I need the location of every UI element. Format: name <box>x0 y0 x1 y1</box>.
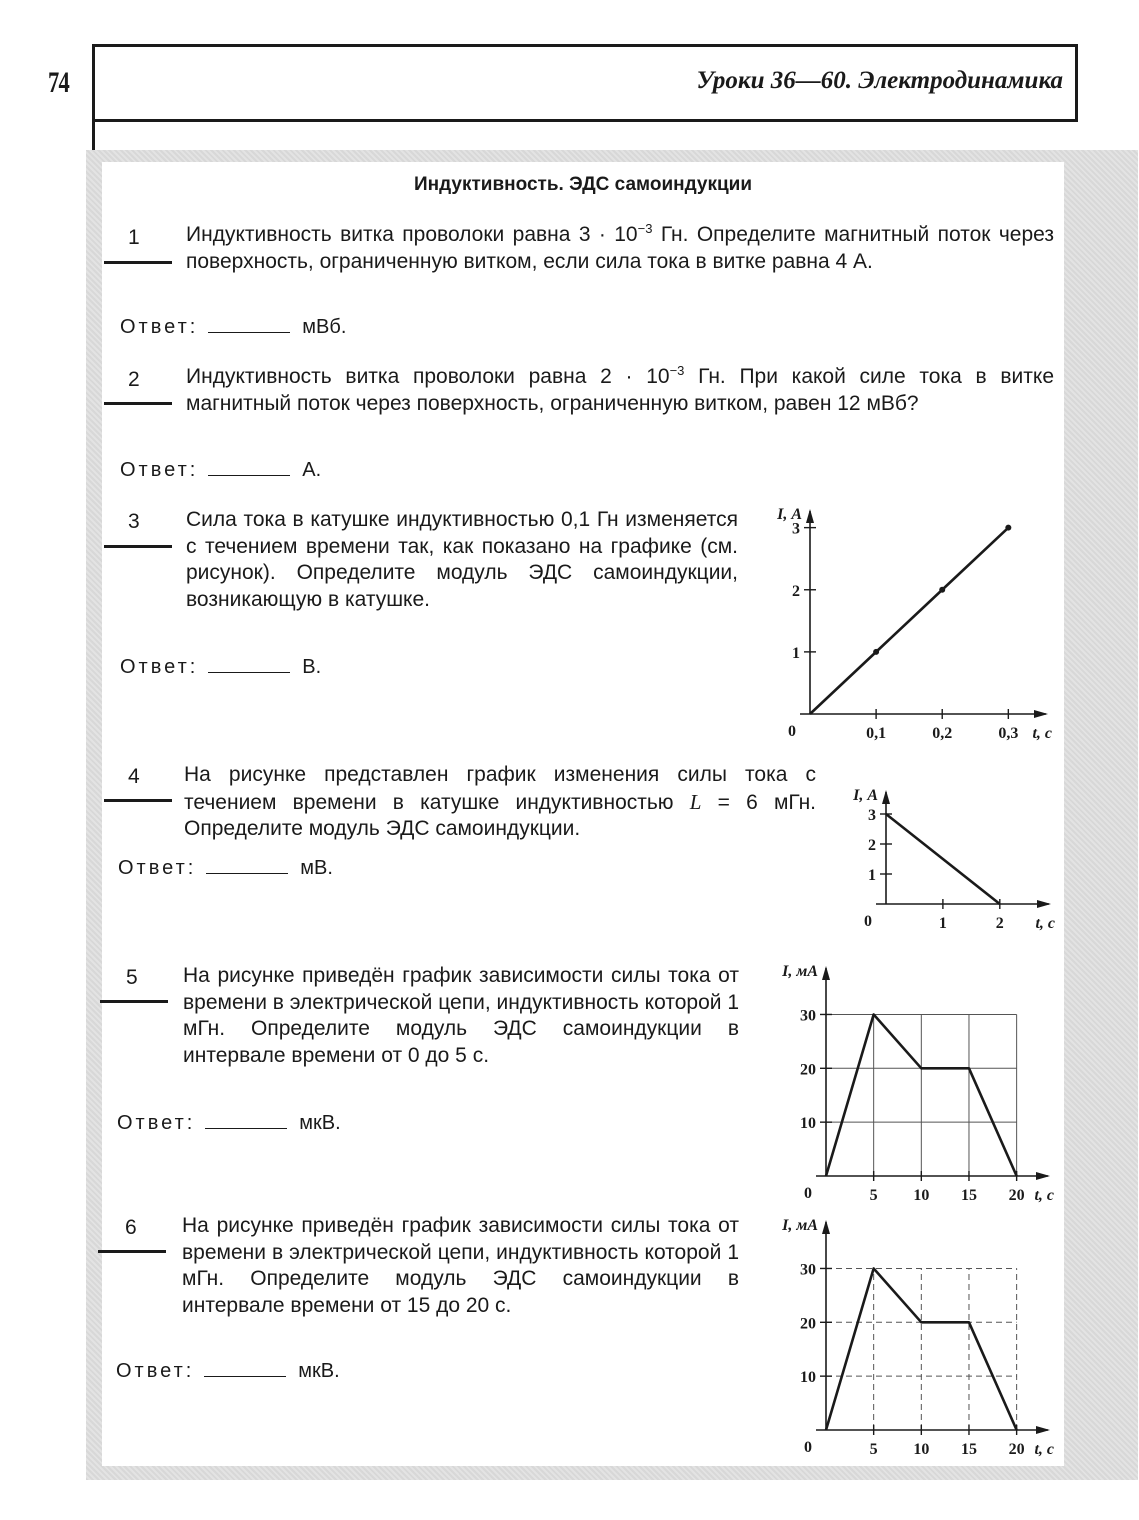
problem-text: Сила тока в катушке индуктивностью 0,1 Гн изменяется с течением времени так, как показано на графике (см. рисунок). Определите модуль ЭДС самоиндукции, возникающую в катушке. <box>186 508 738 611</box>
origin-label: 0 <box>864 913 872 930</box>
x-tick-label: 10 <box>913 1441 930 1458</box>
answer-blank[interactable] <box>208 314 290 333</box>
answer-blank[interactable] <box>204 1358 286 1377</box>
answer-unit: мкВ. <box>298 1360 340 1382</box>
answer-label: Ответ: <box>116 1360 195 1382</box>
problem-rule <box>100 1000 168 1003</box>
x-tick-label: 0,3 <box>998 725 1019 742</box>
origin-label: 0 <box>788 723 796 740</box>
problem-text: Индуктивность витка проволоки равна $3 \cdot 10^{-3}$ Гн. Определите магнитный поток через поверхность, ограниченную витком, если сила тока в витке равна 4 А. <box>186 221 1055 273</box>
answer-unit: В. <box>302 656 322 678</box>
y-axis-arrow <box>822 966 830 980</box>
y-tick-label: 2 <box>868 837 876 854</box>
y-tick-label: 30 <box>800 1007 816 1025</box>
x-tick-label: 20 <box>1008 1187 1025 1204</box>
y-tick-label: 20 <box>800 1315 816 1333</box>
answer-line <box>120 654 321 679</box>
answer-unit: мВ. <box>300 857 333 879</box>
y-tick-label: 3 <box>868 807 876 824</box>
x-tick-label: 5 <box>869 1441 878 1458</box>
answer-unit: мкВ. <box>299 1112 341 1134</box>
data-point <box>873 649 879 655</box>
problem-rule <box>104 545 172 548</box>
x-tick-label: 20 <box>1008 1441 1025 1458</box>
problem-rule <box>104 261 172 264</box>
answer-label: Ответ: <box>120 459 199 481</box>
answer-label: Ответ: <box>120 656 199 678</box>
problem-number: 6 <box>125 1216 137 1239</box>
x-tick-label: 1 <box>938 915 947 932</box>
x-tick-label: 2 <box>995 915 1004 932</box>
data-line <box>810 528 1008 714</box>
problem-rule <box>98 1250 166 1253</box>
x-axis-label: t, с <box>1032 725 1052 742</box>
y-tick-label: 20 <box>800 1061 816 1079</box>
y-axis-arrow <box>806 509 814 523</box>
y-tick-label: 10 <box>800 1115 816 1133</box>
x-tick-label: 10 <box>913 1187 930 1204</box>
page-number: 74 <box>48 66 69 99</box>
header-divider <box>92 116 95 150</box>
data-line <box>886 814 1000 904</box>
answer-blank[interactable] <box>205 1110 287 1129</box>
section-title: Индуктивность. ЭДС самоиндукции <box>413 174 753 195</box>
x-axis-arrow <box>1036 1426 1050 1434</box>
problem-number: 1 <box>128 226 140 249</box>
x-axis-label: t, с <box>1034 1187 1054 1204</box>
y-tick-label: 10 <box>800 1369 816 1387</box>
problem-number: 2 <box>128 368 140 391</box>
y-tick-label: 2 <box>792 582 800 600</box>
y-tick-label: 3 <box>792 520 800 538</box>
y-axis-label: I, мА <box>782 963 818 980</box>
data-point <box>1005 525 1011 531</box>
current-graph-problem-3 <box>760 500 1060 750</box>
problem-number: 5 <box>126 966 138 989</box>
x-tick-label: 15 <box>960 1441 977 1458</box>
answer-label: Ответ: <box>118 857 197 879</box>
y-axis-label: I, мА <box>782 1217 818 1234</box>
answer-line <box>120 314 346 339</box>
answer-line <box>120 457 321 482</box>
y-tick-label: 30 <box>800 1261 816 1279</box>
problem-text: На рисунке приведён график зависимости силы тока от времени в электрической цепи, индуктивность которой 1 мГн. Определите модуль ЭДС самоиндукции в интервале времени от 0 до 5 с. <box>183 964 739 1067</box>
y-axis-label: I, А <box>777 506 802 523</box>
problem-text: На рисунке приведён график зависимости силы тока от времени в электрической цепи, индуктивность которой 1 мГн. Определите модуль ЭДС самоиндукции в интервале времени от 15 до 20 с. <box>182 1214 739 1317</box>
y-tick-label: 1 <box>868 867 876 884</box>
x-tick-label: 5 <box>869 1187 878 1204</box>
current-graph-problem-4 <box>836 768 1061 938</box>
answer-unit: мВб. <box>302 316 347 338</box>
current-graph-problem-6 <box>760 1212 1060 1460</box>
answer-blank[interactable] <box>208 654 290 673</box>
problem-text: Индуктивность витка проволоки равна $2 \cdot 10^{-3}$ Гн. При какой силе тока в витке магнитный поток через поверхность, ограниченную витком, равен 12 мВб? <box>186 363 1055 415</box>
problem-rule <box>104 402 172 405</box>
origin-label: 0 <box>804 1185 812 1202</box>
y-tick-label: 1 <box>792 644 800 662</box>
answer-label: Ответ: <box>120 316 199 338</box>
origin-label: 0 <box>804 1439 812 1456</box>
x-axis-label: t, с <box>1035 915 1055 932</box>
answer-blank[interactable] <box>206 855 288 874</box>
y-axis-arrow <box>882 790 890 804</box>
answer-label: Ответ: <box>117 1112 196 1134</box>
x-axis-arrow <box>1034 710 1048 718</box>
answer-line <box>118 855 333 880</box>
x-axis-arrow <box>1037 900 1051 908</box>
current-graph-problem-5 <box>760 960 1060 1205</box>
y-axis-label: I, А <box>853 787 878 804</box>
y-axis-arrow <box>822 1220 830 1234</box>
x-tick-label: 0,1 <box>866 725 887 742</box>
answer-blank[interactable] <box>208 457 290 476</box>
problem-text: На рисунке представлен график изменения силы тока с течением времени в катушке индуктивностью L = 6 мГн. Определите модуль ЭДС самоиндукции. <box>184 763 816 840</box>
answer-line <box>116 1358 340 1383</box>
answer-unit: А. <box>302 459 322 481</box>
answer-line <box>117 1110 341 1135</box>
problem-number: 4 <box>128 765 140 788</box>
problem-rule <box>104 799 172 802</box>
x-axis-arrow <box>1036 1172 1050 1180</box>
x-tick-label: 15 <box>960 1187 977 1204</box>
x-tick-label: 0,2 <box>932 725 953 742</box>
data-point <box>939 587 945 593</box>
chapter-title: Уроки 36—60. Электродинамика <box>696 67 1063 94</box>
chapter-header <box>92 44 1078 122</box>
x-axis-label: t, с <box>1034 1441 1054 1458</box>
problem-number: 3 <box>128 510 140 533</box>
